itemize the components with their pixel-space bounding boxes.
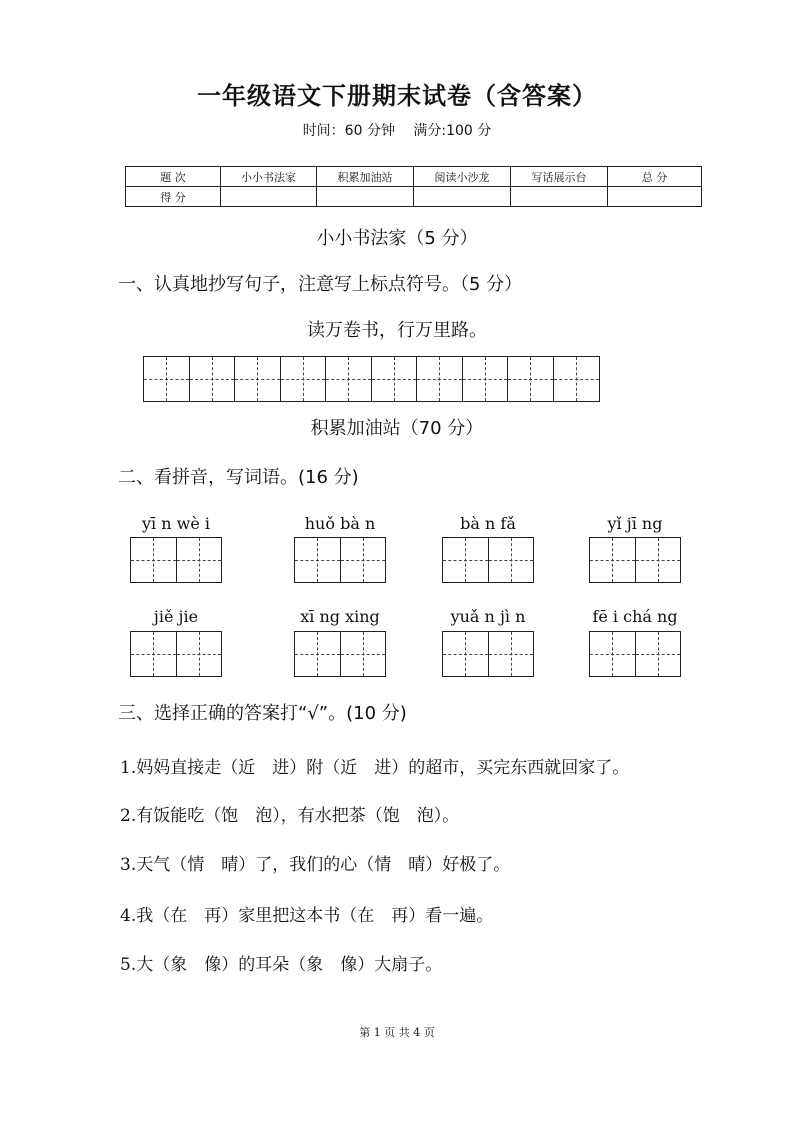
score-cell: 小小书法家 xyxy=(221,167,317,187)
score-cell: 总 分 xyxy=(608,167,702,187)
score-input-cell[interactable] xyxy=(511,187,608,207)
writing-grid-cell[interactable] xyxy=(417,357,463,401)
pinyin-label: yuǎ n jì n xyxy=(450,607,526,626)
copy-writing-grid[interactable] xyxy=(143,356,600,402)
pinyin-label: fē i chá ng xyxy=(592,607,678,626)
pinyin-label: jiě jie xyxy=(153,607,199,626)
tianzi-answer-box[interactable] xyxy=(589,631,681,677)
tianzi-answer-box[interactable] xyxy=(130,537,222,583)
score-input-cell[interactable] xyxy=(221,187,317,207)
pinyin-label: xī ng xing xyxy=(300,607,380,626)
tianzi-answer-box[interactable] xyxy=(442,631,534,677)
exam-time-info xyxy=(0,120,794,140)
choice-item[interactable]: 2.有饭能吃（饱 泡），有水把茶（饱 泡）。 xyxy=(120,806,460,826)
pinyin-label: yī n wè i xyxy=(142,514,210,533)
choice-item[interactable]: 4.我（在 再）家里把这本书（在 再）看一遍。 xyxy=(120,906,494,926)
writing-grid-cell[interactable] xyxy=(281,357,327,401)
score-input-cell[interactable] xyxy=(317,187,414,207)
writing-grid-cell[interactable] xyxy=(144,357,190,401)
section-heading-accumulation: 积累加油站（70 分） xyxy=(310,418,484,439)
copy-sentence: 读万卷书，行万里路。 xyxy=(307,320,487,341)
writing-grid-cell[interactable] xyxy=(463,357,509,401)
score-cell: 积累加油站 xyxy=(317,167,414,187)
tianzi-answer-box[interactable] xyxy=(294,537,386,583)
question-1-title: 一、认真地抄写句子，注意写上标点符号。（5 分） xyxy=(118,274,523,295)
score-input-cell[interactable] xyxy=(414,187,511,207)
tianzi-answer-box[interactable] xyxy=(442,537,534,583)
score-cell: 得 分 xyxy=(126,187,221,207)
score-input-cell[interactable] xyxy=(608,187,702,207)
page-title: 一年级语文下册期末试卷（含答案） xyxy=(197,82,597,110)
score-table-header-row xyxy=(126,167,702,187)
score-cell: 题 次 xyxy=(126,167,221,187)
score-cell: 写话展示台 xyxy=(511,167,608,187)
question-2-title: 二、看拼音，写词语。(16 分) xyxy=(118,467,359,488)
choice-item[interactable]: 1.妈妈直接走（近 进）附（近 进）的超市，买完东西就回家了。 xyxy=(120,758,630,778)
question-3-title: 三、选择正确的答案打“√”。(10 分) xyxy=(118,703,407,724)
page-footer: 第 1 页 共 4 页 xyxy=(359,1026,435,1039)
pinyin-label: bà n fǎ xyxy=(460,514,516,533)
writing-grid-cell[interactable] xyxy=(372,357,418,401)
choice-item[interactable]: 5.大（象 像）的耳朵（象 像）大扇子。 xyxy=(120,955,443,975)
tianzi-answer-box[interactable] xyxy=(294,631,386,677)
score-table-score-row xyxy=(126,187,702,207)
exam-duration: 时间：60 分钟 xyxy=(302,123,395,139)
writing-grid-cell[interactable] xyxy=(190,357,236,401)
writing-grid-cell[interactable] xyxy=(326,357,372,401)
writing-grid-cell[interactable] xyxy=(554,357,600,401)
score-cell: 阅读小沙龙 xyxy=(414,167,511,187)
score-table xyxy=(125,166,702,207)
tianzi-answer-box[interactable] xyxy=(130,631,222,677)
section-heading-calligraphy: 小小书法家（5 分） xyxy=(316,228,478,249)
writing-grid-cell[interactable] xyxy=(508,357,554,401)
pinyin-label: yǐ jī ng xyxy=(607,514,663,533)
full-score: 满分:100 分 xyxy=(413,123,492,139)
tianzi-answer-box[interactable] xyxy=(589,537,681,583)
choice-item[interactable]: 3.天气（情 晴）了，我们的心（情 晴）好极了。 xyxy=(120,855,511,875)
pinyin-label: huǒ bà n xyxy=(304,514,376,533)
writing-grid-cell[interactable] xyxy=(235,357,281,401)
